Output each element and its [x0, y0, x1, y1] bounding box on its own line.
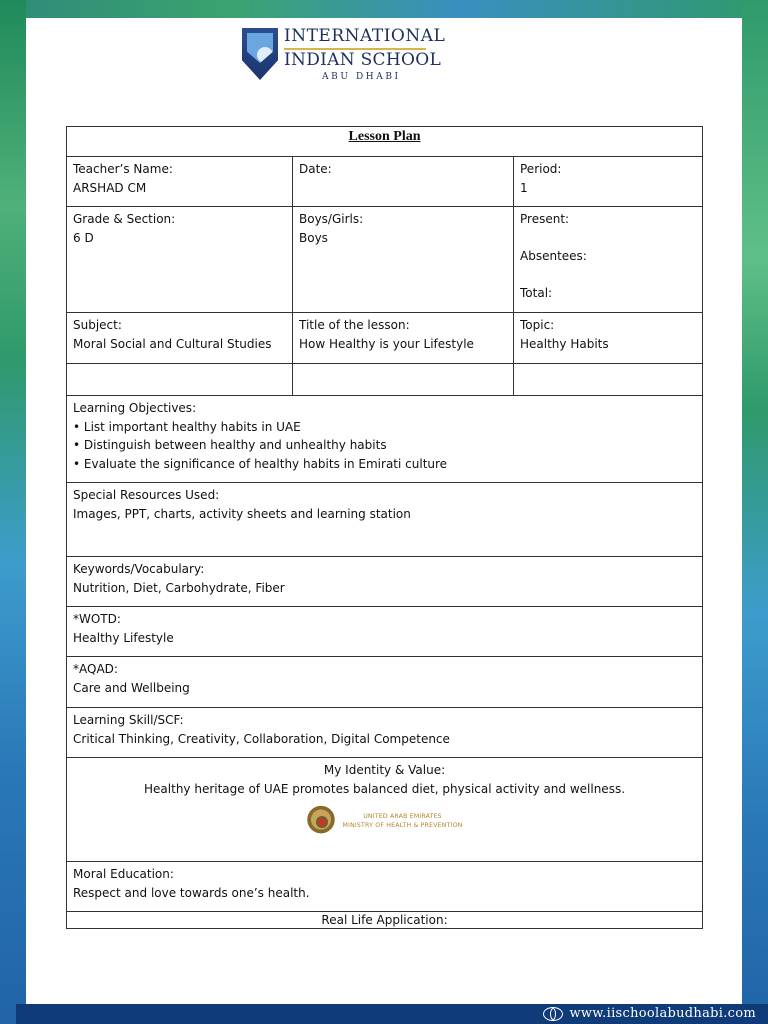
table-row — [67, 607, 703, 657]
subject-value: Moral Social and Cultural Studies — [73, 336, 272, 351]
lesson-plan-title: Lesson Plan — [67, 127, 703, 157]
resources-cell — [67, 483, 703, 557]
lesson-title-label: Title of the lesson: — [299, 318, 410, 332]
subject-label: Subject: — [73, 318, 122, 332]
boys-girls-cell — [293, 207, 514, 313]
shield-icon — [242, 28, 278, 80]
table-row — [67, 758, 703, 862]
objective-item: • Distinguish between healthy and unhealthy habits — [73, 438, 387, 452]
real-life-cell — [67, 912, 703, 929]
topic-value: Healthy Habits — [520, 336, 609, 351]
teacher-cell — [67, 157, 293, 207]
table-row — [67, 862, 703, 912]
school-location: ABU DHABI — [322, 72, 401, 82]
table-row — [67, 157, 703, 207]
identity-label: My Identity & Value: — [323, 763, 446, 777]
total-label: Total: — [520, 286, 553, 300]
lesson-plan-table — [66, 126, 703, 929]
objectives-cell — [67, 396, 703, 483]
grade-label: Grade & Section: — [73, 212, 176, 226]
wotd-value: Healthy Lifestyle — [73, 630, 174, 645]
empty-cell — [67, 364, 293, 396]
teacher-label: Teacher’s Name: — [73, 162, 173, 176]
attendance-cell — [514, 207, 703, 313]
table-row — [67, 396, 703, 483]
school-logo — [242, 24, 446, 86]
objectives-label: Learning Objectives: — [73, 401, 197, 415]
topic-cell — [514, 313, 703, 364]
boys-girls-label: Boys/Girls: — [299, 212, 364, 226]
date-label: Date: — [299, 162, 332, 176]
resources-label: Special Resources Used: — [73, 488, 220, 502]
empty-cell — [514, 364, 703, 396]
table-row — [67, 708, 703, 758]
table-row — [67, 313, 703, 364]
lesson-title-cell — [293, 313, 514, 364]
period-value: 1 — [520, 180, 528, 195]
aqad-label: *AQAD: — [73, 662, 118, 676]
table-row — [67, 207, 703, 313]
absentees-label: Absentees: — [520, 249, 587, 263]
empty-cell — [293, 364, 514, 396]
globe-icon — [543, 1007, 563, 1021]
keywords-cell — [67, 557, 703, 607]
school-website-link[interactable]: www.iischoolabudhabi.com — [569, 1006, 756, 1021]
table-row — [67, 364, 703, 396]
resources-value: Images, PPT, charts, activity sheets and learning station — [73, 506, 411, 521]
moral-cell — [67, 862, 703, 912]
table-row — [67, 483, 703, 557]
left-border-stripe — [0, 0, 26, 1024]
ministry-line1: UNITED ARAB EMIRATES — [363, 813, 442, 820]
identity-cell — [67, 758, 703, 862]
keywords-label: Keywords/Vocabulary: — [73, 562, 205, 576]
skill-cell — [67, 708, 703, 758]
table-row — [67, 557, 703, 607]
skill-label: Learning Skill/SCF: — [73, 713, 184, 727]
subject-cell — [67, 313, 293, 364]
keywords-value: Nutrition, Diet, Carbohydrate, Fiber — [73, 580, 285, 595]
footer-bar — [16, 1004, 768, 1024]
topic-label: Topic: — [520, 318, 555, 332]
period-cell — [514, 157, 703, 207]
table-row — [67, 912, 703, 929]
objective-item: • Evaluate the significance of healthy habits in Emirati culture — [73, 456, 448, 471]
boys-girls-value: Boys — [299, 230, 328, 245]
objective-item: • List important healthy habits in UAE — [73, 419, 301, 434]
right-border-stripe — [742, 0, 768, 1024]
grade-cell — [67, 207, 293, 313]
school-name-line1: INTERNATIONAL — [284, 26, 446, 46]
grade-value: 6 D — [73, 230, 94, 245]
skill-value: Critical Thinking, Creativity, Collaboration, Digital Competence — [73, 731, 450, 746]
uae-emblem-icon — [307, 806, 335, 840]
aqad-value: Care and Wellbeing — [73, 680, 190, 695]
moral-label: Moral Education: — [73, 867, 174, 881]
wotd-label: *WOTD: — [73, 612, 121, 626]
teacher-value: ARSHAD CM — [73, 180, 147, 195]
table-row — [67, 127, 703, 157]
ministry-line2: MINISTRY OF HEALTH & PREVENTION — [342, 822, 463, 829]
wotd-cell — [67, 607, 703, 657]
moral-value: Respect and love towards one’s health. — [73, 885, 310, 900]
real-life-label: Real Life Application: — [321, 913, 448, 927]
table-row — [67, 657, 703, 708]
present-label: Present: — [520, 212, 570, 226]
identity-value: Healthy heritage of UAE promotes balanced diet, physical activity and wellness. — [144, 781, 626, 796]
school-name-line2: INDIAN SCHOOL — [284, 50, 442, 70]
period-label: Period: — [520, 162, 562, 176]
lesson-title-value: How Healthy is your Lifestyle — [299, 336, 474, 351]
top-band — [0, 0, 768, 18]
date-cell — [293, 157, 514, 207]
aqad-cell — [67, 657, 703, 708]
ministry-logo — [307, 804, 463, 844]
